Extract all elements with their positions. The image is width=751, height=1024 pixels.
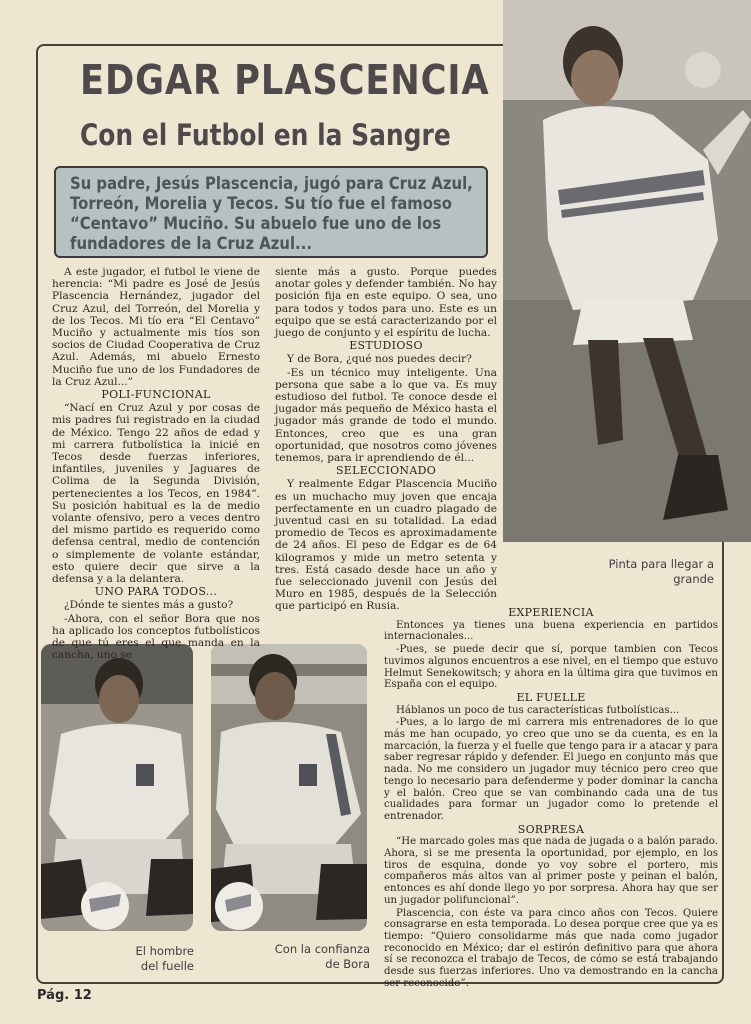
paragraph: Entonces ya tienes una buena experiencia en partidos internacionales...	[384, 619, 718, 643]
section-heading: UNO PARA TODOS...	[94, 585, 218, 599]
paragraph: -Pues, a lo largo de mi carrera mis entrenadores de lo que más me han ocupado, yo creo que uno se da cuenta, es en la marcación, la fuerza y el fuelle que tengo para ir a atacar y para saber regresar rápido y defender. El juego en conjunto más que nada. No me considero un jugador muy técnico pero creo que tengo lo necesario para defenderme y poder dominar la cancha y el balón. Creo que se van combinando cada una de tus cualidades para formar un jugador como lo pretende el entrenador.	[384, 717, 718, 822]
section-heading: ESTUDIOSO	[349, 339, 423, 353]
section-heading: SELECCIONADO	[335, 464, 437, 478]
paragraph: ¿Dónde te sientes más a gusto?	[64, 599, 234, 612]
player-crouching-illustration-left	[41, 644, 193, 931]
player-crouching-photo-left	[41, 644, 193, 931]
player-running-illustration	[503, 0, 751, 542]
paragraph: “Nací en Cruz Azul y por cosas de mis padres fui registrado en la ciudad de México. Tengo 22 años de edad y mi carrera futbolística la inicié en Tecos desde fuerzas inferiores, infantiles, juveniles y Jaguares de Colima de la Segunda División, pertenecientes a los Tecos, en 1984”. Su posición habitual es la de medio volante ofensivo, pero a veces dentro del mismo partido es requerido como defensa central, medio de contención o simplemente de volante estándar, esto quiere decir que sirve a la defensa y a la delantera.	[52, 402, 260, 586]
lede-box	[54, 166, 488, 258]
article-title: EDGAR PLASCENCIA	[80, 56, 490, 104]
paragraph: Plascencia, con éste va para cinco años con Tecos. Quiere consagrarse en esta temporada. Lo desea porque cree que ya es tiempo: “Quiero consolidarme más que nada como jugador reconocido en México; dar el estirón definitivo para que ahora sí se reconozca el trabajo de Tecos, de cómo se está trabajando desde sus fuerzas inferiores. Uno va demostrando en la cancha ser reconocido”.	[384, 907, 718, 989]
caption-right-photo: Con la confianza de Bora	[274, 942, 370, 971]
paragraph: -Ahora, con el señor Bora que nos ha aplicado los conceptos futbolísticos de que tú eres el que manda en la cancha, uno se	[52, 612, 260, 662]
paragraph: -Pues, se puede decir que sí, porque tambien con Tecos tuvimos algunos encuentros a ese nivel, en el tiempo que estuvo Helmut Senekowitsch; y ahora en la última gira que tuvimos en España con el equipo.	[384, 644, 718, 691]
paragraph: Y de Bora, ¿qué nos puedes decir?	[287, 353, 472, 366]
player-running-photo	[503, 0, 751, 542]
section-heading: SORPRESA	[517, 822, 585, 836]
column-3	[384, 606, 718, 991]
paragraph: Y realmente Edgar Plascencia Muciño es un muchacho muy joven que encaja perfectamente en un cuadro plagado de juventud casi en su totalidad. La edad promedio de Tecos es aproximadamente de 24 años. El peso de Edgar es de 64 kilogramos y mide un metro setenta y tres. Está casado desde hace un año y fue seleccionado juvenil con Jesús del Muro en 1985, después de la Selección que participó en Rusia.	[275, 478, 497, 613]
paragraph: “He marcado goles mas que nada de jugada o a balón parado. Ahora, si se me presenta la oportunidad, por ejemplo, en los tiros de esquina, donde yo voy sobre el portero, mis compañeros más altos van al primer poste y peinan el balón, entonces es ahí donde llego yo por sorpresa. Ahora hay que ser un jugador polifuncional”.	[384, 836, 718, 906]
paragraph: siente más a gusto. Porque puedes anotar goles y defender también. No hay posición fija en este equipo. O sea, uno para todos y todos para uno. Este es un equipo que se está caracterizando por el juego de conjunto y el espíritu de lucha.	[275, 266, 497, 340]
column-1	[52, 266, 260, 663]
article-subtitle: Con el Futbol en la Sangre	[80, 118, 451, 152]
page-number: Pág. 12	[37, 988, 92, 1003]
paragraph: -Es un técnico muy inteligente. Una persona que sabe a lo que va. Es muy estudioso del futbol. Te conoce desde el jugador más pequeño de México hasta el jugador más grande de todo el mundo. Entonces, creo que es una gran oportunidad, que nosotros como jóvenes tenemos, para ir aprendiendo de él...	[275, 366, 497, 465]
section-heading: POLI-FUNCIONAL	[101, 388, 211, 402]
column-2	[275, 266, 497, 614]
lede-text: Su padre, Jesús Plascencia, jugó para Cruz Azul, Torreón, Morelia y Tecos. Su tío fue el famoso “Centavo” Muciño. Su abuelo fue uno de los fundadores de la Cruz Azul...	[70, 174, 473, 253]
section-heading: EXPERIENCIA	[508, 606, 594, 619]
caption-main-photo: Pinta para llegar a grande	[608, 557, 714, 586]
paragraph: Háblanos un poco de tus características futbolísticas...	[396, 704, 680, 716]
player-crouching-illustration-right	[211, 644, 367, 931]
section-heading: EL FUELLE	[516, 690, 586, 704]
paragraph: A este jugador, el futbol le viene de herencia: “Mi padre es José de Jesús Plascencia Hernández, jugador del Cruz Azul, del Torreón, del Morelia y de los Tecos. Mi tío era “El Centavo” Muciño y actualmente mis tíos son socios de Ciudad Cooperativa de Cruz Azul. Además, mi abuelo Ernesto Muciño fue uno de los Fundadores de la Cruz Azul...”	[52, 266, 260, 388]
player-crouching-photo-right	[211, 644, 367, 931]
caption-left-photo: El hombre del fuelle	[135, 944, 194, 973]
